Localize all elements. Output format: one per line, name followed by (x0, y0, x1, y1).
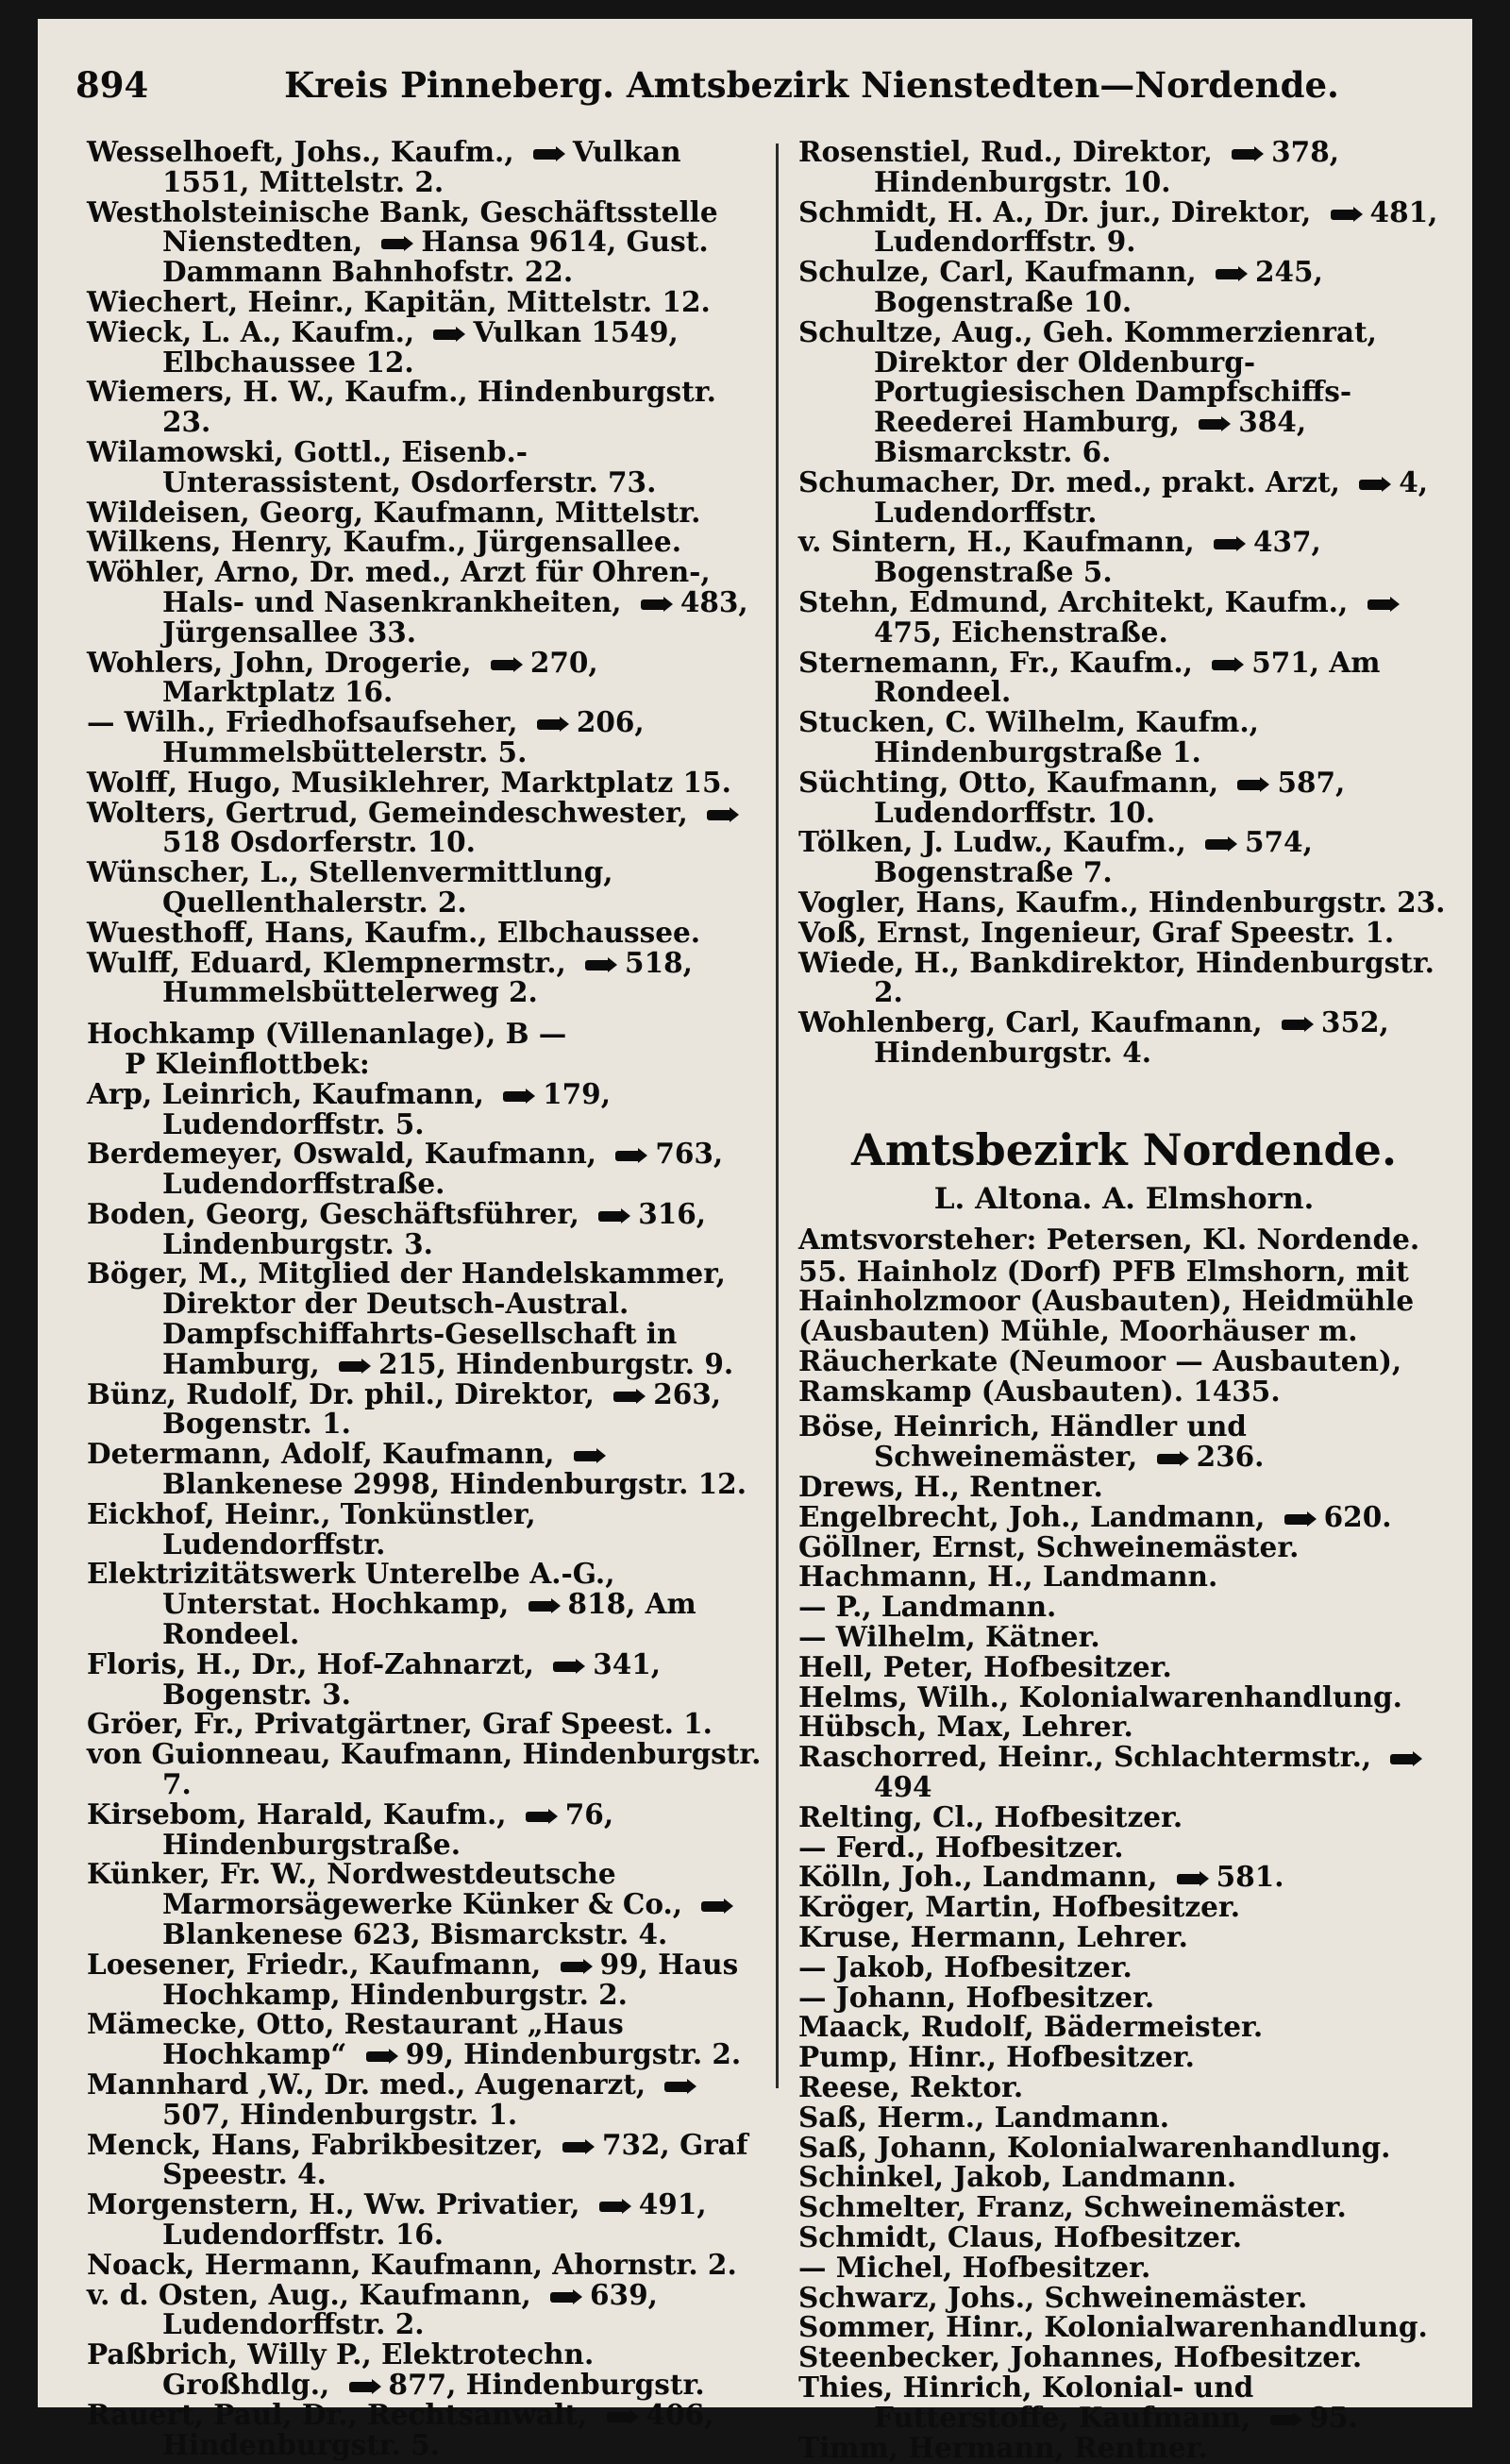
directory-entry: Eickhof, Heinr., Tonkünstler, Ludendorffstr. (87, 1496, 536, 1561)
directory-entry: — Johann, Hofbesitzer. (798, 1980, 1155, 2014)
telephone-icon (531, 146, 565, 161)
directory-entry: Sternemann, Fr., Kaufm., 571, Am Rondeel. (798, 645, 1381, 709)
telephone-icon (613, 1148, 647, 1163)
telephone-icon (561, 2139, 595, 2154)
directory-entry: Kruse, Hermann, Lehrer. (798, 1920, 1188, 1954)
directory-entry: Hachmann, H., Landmann. (798, 1560, 1218, 1594)
telephone-icon (1268, 2412, 1302, 2427)
directory-entry: Rauert, Paul, Dr., Rechtsanwalt, 406, Hindenburgstr. 5. (87, 2397, 714, 2461)
directory-entry: Steenbecker, Johannes, Hofbesitzer. (798, 2340, 1363, 2374)
directory-entry: Loesener, Friedr., Kaufmann, 99, Haus Hochkamp, Hindenburgstr. 2. (87, 1947, 739, 2011)
telephone-icon (559, 1959, 593, 1974)
telephone-icon (1366, 597, 1400, 612)
directory-entry: Pump, Hinr., Hofbesitzer. (798, 2040, 1195, 2074)
section-subtitle: L. Altona. A. Elmshorn. (933, 1181, 1315, 1216)
directory-entry: Kirsebom, Harald, Kaufm., 76, Hindenburgstraße. (87, 1797, 614, 1861)
directory-entry: Künker, Fr. W., Nordwestdeutsche Marmorsägewerke Künker & Co., Blankenese 623, Bismarckstr. 4. (87, 1859, 764, 1949)
telephone-icon (699, 1899, 733, 1914)
left-column (87, 137, 764, 2459)
directory-entry: Schwarz, Johs., Schweinemäster. (798, 2280, 1308, 2314)
directory-entry: Süchting, Otto, Kaufmann, 587, Ludendorffstr. 10. (798, 765, 1346, 829)
directory-entry: Schmidt, H. A., Dr. jur., Direktor, 481, Ludendorffstr. 9. (798, 194, 1438, 259)
subhead-line: P Kleinflottbek: (125, 1046, 370, 1080)
telephone-icon (663, 2079, 696, 2094)
directory-entry: Tölken, J. Ludw., Kaufm., 574, Bogenstraße 7. (798, 825, 1313, 889)
directory-entry: Boden, Georg, Geschäftsführer, 316, Lindenburgstr. 3. (87, 1196, 707, 1260)
telephone-icon (1210, 657, 1244, 672)
directory-entry: Wesselhoeft, Johs., Kaufm., Vulkan 1551, Mittelstr. 2. (87, 135, 681, 198)
page-header (76, 64, 1434, 121)
telephone-icon (1175, 1871, 1209, 1886)
directory-entry: — Jakob, Hofbesitzer. (798, 1949, 1132, 1983)
directory-entry: Vogler, Hans, Kaufm., Hindenburgstr. 23. (798, 885, 1446, 919)
amtsvorsteher-line: Amtsvorsteher: Petersen, Kl. Nordende. (798, 1222, 1420, 1256)
directory-entry: Maack, Rudolf, Bädermeister. (798, 2010, 1264, 2044)
directory-entry: Saß, Herm., Landmann. (798, 2100, 1170, 2134)
running-head: Kreis Pinneberg. Amtsbezirk Nienstedten—Nordende. (284, 64, 1339, 106)
telephone-icon (612, 1389, 646, 1404)
directory-entry: Hübsch, Max, Lehrer. (798, 1710, 1133, 1744)
telephone-icon (1214, 266, 1248, 281)
directory-entry: Wünscher, L., Stellenvermittlung, Quellenthalerstr. 2. (87, 855, 613, 919)
telephone-icon (548, 2289, 582, 2304)
entry-list (87, 1076, 764, 2461)
directory-entry: Schulze, Carl, Kaufmann, 245, Bogenstraße 10. (798, 255, 1323, 318)
telephone-icon (1203, 836, 1237, 852)
directory-entry: Voß, Ernst, Ingenieur, Graf Speestr. 1. (798, 915, 1395, 949)
directory-entry: Determann, Adolf, Kaufmann, Blankenese 2998, Hindenburgstr. 12. (87, 1437, 747, 1501)
telephone-icon (1155, 1451, 1189, 1466)
directory-entry: Schmidt, Claus, Hofbesitzer. (798, 2220, 1243, 2253)
telephone-icon (1197, 416, 1231, 431)
directory-entry: Morgenstern, H., Ww. Privatier, 491, Ludendorffstr. 16. (87, 2187, 707, 2251)
telephone-icon (1280, 1017, 1314, 1032)
directory-entry: Wöhler, Arno, Dr. med., Arzt für Ohren-, Hals- und Nasenkrankheiten, 483, Jürgensallee 33. (87, 555, 748, 649)
directory-entry: Berdemeyer, Oswald, Kaufmann, 763, Ludendorffstraße. (87, 1137, 724, 1201)
page-number: 894 (76, 64, 149, 106)
telephone-icon (572, 1448, 606, 1463)
telephone-icon (1329, 207, 1363, 222)
telephone-icon (596, 1208, 630, 1224)
telephone-icon (1212, 536, 1246, 551)
directory-entry: Hell, Peter, Hofbesitzer. (798, 1649, 1172, 1683)
directory-entry: Kröger, Martin, Hofbesitzer. (798, 1890, 1241, 1924)
telephone-icon (535, 717, 569, 732)
telephone-icon (347, 2379, 381, 2394)
telephone-icon (379, 236, 413, 251)
telephone-icon (605, 2409, 639, 2424)
telephone-icon (501, 1089, 535, 1104)
directory-entry: Mannhard ,W., Dr. med., Augenarzt, 507, Hindenburgstr. 1. (87, 2069, 764, 2130)
directory-entry: Wuesthoff, Hans, Kaufm., Elbchaussee. (87, 915, 701, 949)
directory-entry: Arp, Leinrich, Kaufmann, 179, Ludendorffstr. 5. (87, 1076, 611, 1140)
directory-entry: Mämecke, Otto, Restaurant „Haus Hochkamp“ 99, Hindenburgstr. 2. (87, 2007, 742, 2071)
telephone-icon (583, 957, 617, 972)
directory-entry: — Wilhelm, Kätner. (798, 1620, 1100, 1654)
telephone-icon (1357, 477, 1391, 492)
directory-entry: Wiede, H., Bankdirektor, Hindenburgstr. 2. (798, 945, 1434, 1009)
directory-entry: Saß, Johann, Kolonialwarenhandlung. (798, 2130, 1391, 2164)
directory-entry: Schmelter, Franz, Schweinemäster. (798, 2190, 1347, 2224)
telephone-icon (1235, 777, 1269, 792)
telephone-icon (527, 1598, 561, 1613)
directory-entry: Reese, Rektor. (798, 2070, 1024, 2104)
telephone-icon (551, 1659, 585, 1674)
directory-entry: Schinkel, Jakob, Landmann. (798, 2160, 1237, 2194)
section-title: Amtsbezirk Nordende. (851, 1123, 1397, 1175)
directory-entry: Raschorred, Heinr., Schlachtermstr., 494 (798, 1742, 1450, 1802)
directory-entry: Böger, M., Mitglied der Handelskammer, Direktor der Deutsch-Austral. Dampfschiffahrts-Gesellschaft in Hamburg, 215, Hindenburgstr. 9. (87, 1257, 734, 1380)
directory-entry: — Michel, Hofbesitzer. (798, 2250, 1151, 2284)
directory-entry: Engelbrecht, Joh., Landmann, 620. (798, 1499, 1392, 1533)
directory-entry: Thies, Hinrich, Kolonial- und Futterstoffe, Kaufmann, 95. (798, 2370, 1358, 2434)
directory-entry: Wohlers, John, Drogerie, 270, Marktplatz 16. (87, 645, 598, 709)
directory-entry: Noack, Hermann, Kaufmann, Ahornstr. 2. (87, 2247, 737, 2281)
hochkamp-subhead (87, 1019, 764, 1079)
directory-entry: Gröer, Fr., Privatgärtner, Graf Speest. 1. (87, 1707, 713, 1741)
directory-entry: Wolters, Gertrud, Gemeindeschwester, 518 Osdorferstr. 10. (87, 798, 764, 858)
subhead-line: Hochkamp (Villenanlage), B — (87, 1017, 567, 1051)
directory-entry: von Guionneau, Kaufmann, Hindenburgstr. 7. (87, 1737, 762, 1801)
directory-entry: — Wilh., Friedhofsaufseher, 206, Hummelsbüttelerstr. 5. (87, 705, 645, 768)
telephone-icon (639, 597, 673, 612)
directory-entry: Floris, H., Dr., Hof-Zahnarzt, 341, Bogenstr. 3. (87, 1646, 662, 1711)
directory-entry: Drews, H., Rentner. (798, 1470, 1103, 1504)
column-divider (776, 143, 779, 2088)
directory-entry: v. Sintern, H., Kaufmann, 437, Bogenstraße 5. (798, 525, 1321, 589)
telephone-icon (705, 807, 739, 822)
directory-entry: Schumacher, Dr. med., prakt. Arzt, 4, Ludendorffstr. (798, 464, 1429, 529)
directory-entry: Westholsteinische Bank, Geschäftsstelle Nienstedten, Hansa 9614, Gust. Dammann Bahnhofstr. 22. (87, 194, 718, 289)
telephone-icon (489, 657, 523, 672)
directory-entry: Wildeisen, Georg, Kaufmann, Mittelstr. (87, 495, 701, 529)
directory-entry: Paßbrich, Willy P., Elektrotechn. Großhdlg., 877, Hindenburgstr. (87, 2337, 705, 2401)
directory-entry: — Ferd., Hofbesitzer. (798, 1830, 1124, 1864)
telephone-icon (364, 2049, 398, 2064)
telephone-icon (1388, 1751, 1422, 1766)
directory-page (38, 19, 1472, 2464)
directory-entry: — P., Landmann. (798, 1590, 1057, 1624)
telephone-icon (597, 2199, 631, 2214)
entry-list (87, 137, 764, 1007)
directory-entry: Helms, Wilh., Kolonialwarenhandlung. (798, 1679, 1402, 1713)
village-entry: 55. Hainholz (Dorf) PFB Elmshorn, mit Hainholzmoor (Ausbauten), Heidmühle (Ausbauten) Mühle, Moorhäuser m. Räucherkate (Neumoor — Ausbauten), Ramskamp (Ausbauten). 1435. (798, 1254, 1415, 1408)
directory-entry: Böse, Heinrich, Händler und Schweinemäster, 236. (798, 1409, 1265, 1474)
directory-entry: Sommer, Hinr., Kolonialwarenhandlung. (798, 2310, 1428, 2344)
telephone-icon (1283, 1511, 1317, 1527)
directory-entry: v. d. Osten, Aug., Kaufmann, 639, Ludendorffstr. 2. (87, 2277, 658, 2341)
directory-entry: Rosenstiel, Rud., Direktor, 378, Hindenburgstr. 10. (798, 135, 1340, 198)
directory-entry: Kölln, Joh., Landmann, 581. (798, 1860, 1284, 1894)
directory-entry: Schultze, Aug., Geh. Kommerzienrat, Direktor der Oldenburg-Portugiesischen Dampfschiffs-Reederei Hamburg, 384, Bismarckstr. 6. (798, 314, 1377, 468)
telephone-icon (337, 1359, 371, 1374)
directory-entry: Wilamowski, Gottl., Eisenb.-Unterassistent, Osdorferstr. 73. (87, 434, 657, 498)
telephone-icon (524, 1809, 558, 1824)
right-column (798, 137, 1450, 2462)
directory-entry: Timm, Hermann, Rentner. (798, 2430, 1208, 2464)
directory-entry: Wohlenberg, Carl, Kaufmann, 352, Hindenburgstr. 4. (798, 1005, 1389, 1069)
directory-entry: Relting, Cl., Hofbesitzer. (798, 1799, 1183, 1833)
directory-entry: Wulff, Eduard, Klempnermstr., 518, Hummelsbüttelerweg 2. (87, 945, 693, 1009)
telephone-icon (431, 327, 465, 342)
directory-entry: Stehn, Edmund, Architekt, Kaufm., 475, Eichenstraße. (798, 587, 1450, 648)
directory-entry: Elektrizitätswerk Unterelbe A.-G., Unterstat. Hochkamp, 818, Am Rondeel. (87, 1557, 696, 1651)
directory-entry: Wiechert, Heinr., Kapitän, Mittelstr. 12. (87, 284, 711, 318)
entry-list (798, 1411, 1450, 2462)
directory-entry: Wolff, Hugo, Musiklehrer, Marktplatz 15. (87, 765, 731, 799)
directory-entry: Göllner, Ernst, Schweinemäster. (798, 1529, 1300, 1563)
directory-entry: Stucken, C. Wilhelm, Kaufm., Hindenburgstraße 1. (798, 705, 1259, 768)
directory-entry: Menck, Hans, Fabrikbesitzer, 732, Graf Speestr. 4. (87, 2127, 748, 2191)
entry-list (798, 137, 1450, 1068)
directory-entry: Bünz, Rudolf, Dr. phil., Direktor, 263, Bogenstr. 1. (87, 1376, 722, 1441)
telephone-icon (1230, 146, 1264, 161)
directory-entry: Wiemers, H. W., Kaufm., Hindenburgstr. 23. (87, 375, 716, 439)
directory-entry: Wilkens, Henry, Kaufm., Jürgensallee. (87, 525, 681, 559)
directory-entry: Wieck, L. A., Kaufm., Vulkan 1549, Elbchaussee 12. (87, 314, 679, 379)
